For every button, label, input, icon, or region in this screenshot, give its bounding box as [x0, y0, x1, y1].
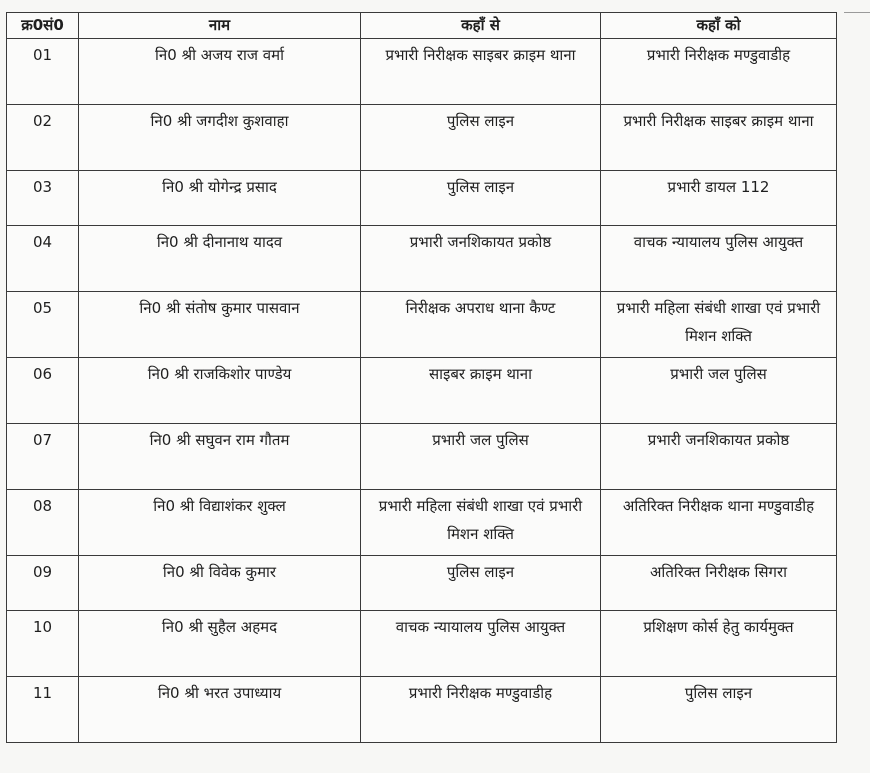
- from-cell: पुलिस लाइन: [361, 105, 601, 171]
- from-cell: प्रभारी जनशिकायत प्रकोष्ठ: [361, 226, 601, 292]
- name-cell: नि0 श्री योगेन्द्र प्रसाद: [79, 171, 361, 226]
- from-cell: प्रभारी निरीक्षक मण्डुवाडीह: [361, 677, 601, 743]
- table-row: [7, 226, 837, 292]
- from-cell: प्रभारी जल पुलिस: [361, 424, 601, 490]
- to-cell: प्रभारी निरीक्षक मण्डुवाडीह: [601, 39, 837, 105]
- name-cell: नि0 श्री सघुवन राम गौतम: [79, 424, 361, 490]
- from-cell: प्रभारी महिला संबंधी शाखा एवं प्रभारी मिशन शक्ति: [361, 490, 601, 556]
- to-cell: प्रभारी महिला संबंधी शाखा एवं प्रभारी मिशन शक्ति: [601, 292, 837, 358]
- name-cell: नि0 श्री भरत उपाध्याय: [79, 677, 361, 743]
- table-row: [7, 358, 837, 424]
- to-cell: प्रभारी डायल 112: [601, 171, 837, 226]
- table-row: [7, 105, 837, 171]
- to-cell: अतिरिक्त निरीक्षक सिगरा: [601, 556, 837, 611]
- table-row: [7, 556, 837, 611]
- name-cell: नि0 श्री दीनानाथ यादव: [79, 226, 361, 292]
- name-cell: नि0 श्री जगदीश कुशवाहा: [79, 105, 361, 171]
- to-cell: वाचक न्यायालय पुलिस आयुक्त: [601, 226, 837, 292]
- name-cell: नि0 श्री अजय राज वर्मा: [79, 39, 361, 105]
- name-cell: नि0 श्री सुहैल अहमद: [79, 611, 361, 677]
- serial-cell: 09: [7, 556, 79, 611]
- from-cell: पुलिस लाइन: [361, 556, 601, 611]
- header-name: नाम: [79, 13, 361, 39]
- to-cell: अतिरिक्त निरीक्षक थाना मण्डुवाडीह: [601, 490, 837, 556]
- to-cell: प्रभारी जनशिकायत प्रकोष्ठ: [601, 424, 837, 490]
- table-row: [7, 677, 837, 743]
- table-row: [7, 424, 837, 490]
- serial-cell: 04: [7, 226, 79, 292]
- table-header-row: [7, 13, 837, 39]
- name-cell: नि0 श्री विद्याशंकर शुक्ल: [79, 490, 361, 556]
- table-row: [7, 39, 837, 105]
- name-cell: नि0 श्री संतोष कुमार पासवान: [79, 292, 361, 358]
- to-cell: पुलिस लाइन: [601, 677, 837, 743]
- serial-cell: 05: [7, 292, 79, 358]
- serial-cell: 02: [7, 105, 79, 171]
- serial-cell: 07: [7, 424, 79, 490]
- to-cell: प्रभारी निरीक्षक साइबर क्राइम थाना: [601, 105, 837, 171]
- from-cell: वाचक न्यायालय पुलिस आयुक्त: [361, 611, 601, 677]
- serial-cell: 06: [7, 358, 79, 424]
- to-cell: प्रभारी जल पुलिस: [601, 358, 837, 424]
- table-row: [7, 611, 837, 677]
- table-row: [7, 292, 837, 358]
- serial-cell: 01: [7, 39, 79, 105]
- to-cell: प्रशिक्षण कोर्स हेतु कार्यमुक्त: [601, 611, 837, 677]
- table-row: [7, 490, 837, 556]
- page-edge-line: [844, 0, 870, 13]
- name-cell: नि0 श्री राजकिशोर पाण्डेय: [79, 358, 361, 424]
- serial-cell: 03: [7, 171, 79, 226]
- from-cell: साइबर क्राइम थाना: [361, 358, 601, 424]
- table-row: [7, 171, 837, 226]
- serial-cell: 10: [7, 611, 79, 677]
- header-serial: क्र0सं0: [7, 13, 79, 39]
- name-cell: नि0 श्री विवेक कुमार: [79, 556, 361, 611]
- transfer-table: [6, 12, 837, 743]
- from-cell: पुलिस लाइन: [361, 171, 601, 226]
- serial-cell: 08: [7, 490, 79, 556]
- header-to: कहाँ को: [601, 13, 837, 39]
- from-cell: निरीक्षक अपराध थाना कैण्ट: [361, 292, 601, 358]
- serial-cell: 11: [7, 677, 79, 743]
- header-from: कहाँ से: [361, 13, 601, 39]
- from-cell: प्रभारी निरीक्षक साइबर क्राइम थाना: [361, 39, 601, 105]
